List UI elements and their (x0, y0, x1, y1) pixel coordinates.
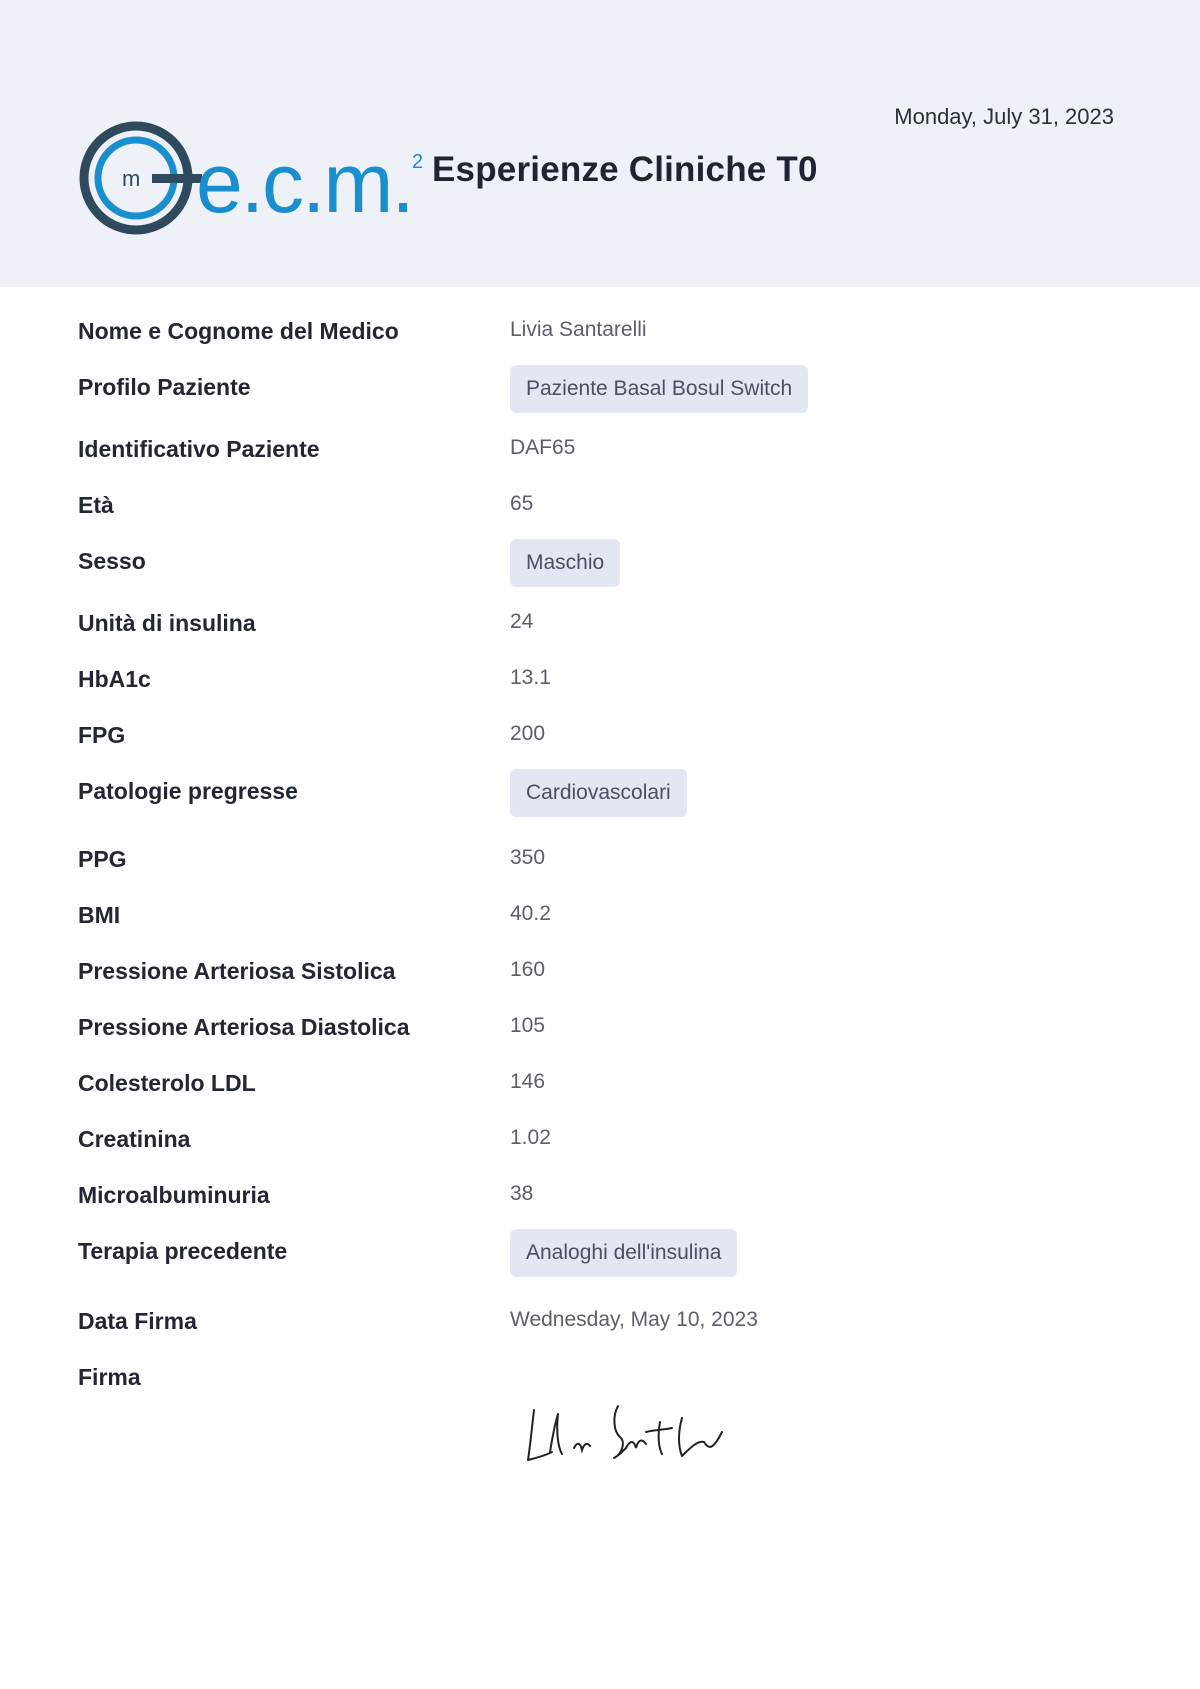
field-label: HbA1c (78, 666, 151, 692)
field-label: Profilo Paziente (78, 374, 251, 400)
field-label: Pressione Arteriosa Diastolica (78, 1014, 410, 1040)
field-value: 65 (510, 492, 534, 515)
field-value: 1.02 (510, 1126, 551, 1149)
field-label: Età (78, 492, 114, 518)
header-date: Monday, July 31, 2023 (894, 104, 1114, 129)
field-value: 24 (510, 610, 534, 633)
field-label: Identificativo Paziente (78, 436, 320, 462)
field-value: 105 (510, 1014, 546, 1037)
field-value: 146 (510, 1070, 546, 1093)
svg-text:e.c.m.: e.c.m. (196, 136, 413, 230)
field-value: 13.1 (510, 666, 551, 689)
field-label: BMI (78, 902, 121, 928)
ecm-logo (78, 120, 438, 242)
field-value: 200 (510, 722, 546, 745)
field-value: 160 (510, 958, 546, 981)
field-value-chip: Maschio (510, 539, 620, 587)
page-title: Esperienze Cliniche T0 (432, 150, 818, 189)
field-label: Pressione Arteriosa Sistolica (78, 958, 396, 984)
field-label: Colesterolo LDL (78, 1070, 256, 1096)
field-value: Wednesday, May 10, 2023 (510, 1308, 758, 1331)
field-value: 38 (510, 1182, 534, 1205)
field-label: Sesso (78, 548, 146, 574)
field-label: Terapia precedente (78, 1238, 288, 1264)
field-label: Creatinina (78, 1126, 191, 1152)
field-label: Nome e Cognome del Medico (78, 318, 399, 344)
svg-text:m: m (122, 166, 141, 191)
field-value: Livia Santarelli (510, 318, 647, 341)
field-value-chip: Paziente Basal Bosul Switch (510, 365, 808, 413)
field-value: 350 (510, 846, 546, 869)
field-label: PPG (78, 846, 127, 872)
field-value: DAF65 (510, 436, 576, 459)
field-value: 40.2 (510, 902, 551, 925)
field-label: FPG (78, 722, 126, 748)
field-label: Data Firma (78, 1308, 197, 1334)
signature-image (522, 1392, 742, 1472)
field-label: Patologie pregresse (78, 778, 298, 804)
svg-text:2: 2 (412, 151, 424, 173)
field-value-chip: Analoghi dell'insulina (510, 1229, 737, 1277)
field-label: Firma (78, 1364, 141, 1390)
field-label: Microalbuminuria (78, 1182, 270, 1208)
field-value-chip: Cardiovascolari (510, 769, 687, 817)
field-label: Unità di insulina (78, 610, 256, 636)
page-header (0, 0, 1200, 287)
